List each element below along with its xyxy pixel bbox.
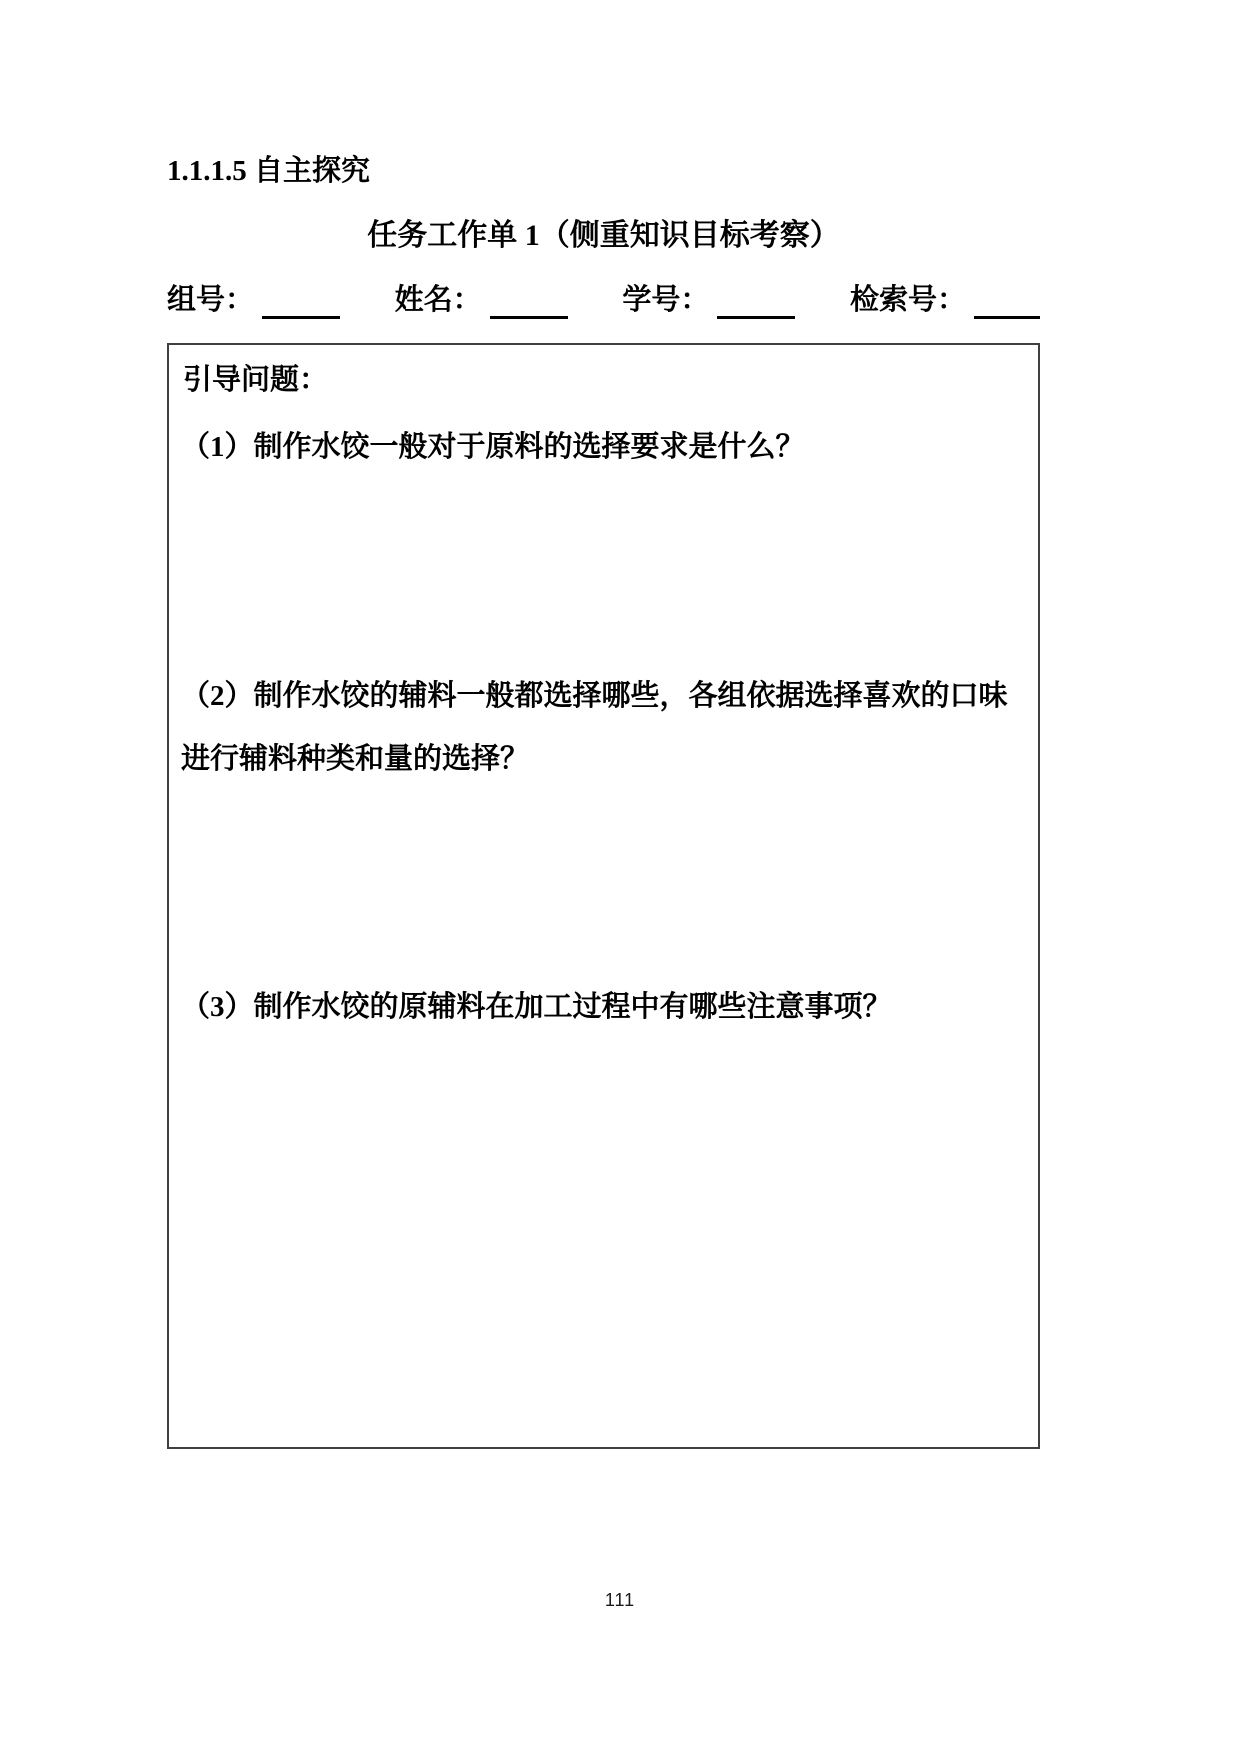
section-heading: 1.1.1.5 自主探究 (167, 155, 371, 187)
group-number-blank (262, 289, 340, 319)
search-number-field (850, 281, 1040, 319)
name-label: 姓名： (394, 284, 482, 316)
group-number-field (167, 281, 340, 319)
name-blank (490, 289, 568, 319)
group-number-label: 组号： (167, 284, 255, 316)
search-number-label: 检索号： (849, 284, 966, 316)
question-2: （2）制作水饺的辅料一般都选择哪些，各组依据选择喜欢的口味进行辅料种类和量的选择？ (181, 680, 1008, 775)
student-info-row (167, 281, 1040, 319)
question-3: （3）制作水饺的原辅料在加工过程中有哪些注意事项？ (181, 991, 892, 1023)
question-1: （1）制作水饺一般对于原料的选择要求是什么？ (181, 431, 805, 463)
student-id-label: 学号： (622, 284, 710, 316)
name-field (395, 281, 568, 319)
worksheet-title: 任务工作单 1（侧重知识目标考察） (367, 219, 840, 252)
page-number: 111 (604, 1590, 636, 1610)
guiding-questions-label: 引导问题： (183, 364, 329, 396)
student-id-blank (717, 289, 795, 319)
search-number-blank (974, 289, 1040, 319)
guiding-questions-box (167, 343, 1040, 1449)
student-id-field (622, 281, 795, 319)
